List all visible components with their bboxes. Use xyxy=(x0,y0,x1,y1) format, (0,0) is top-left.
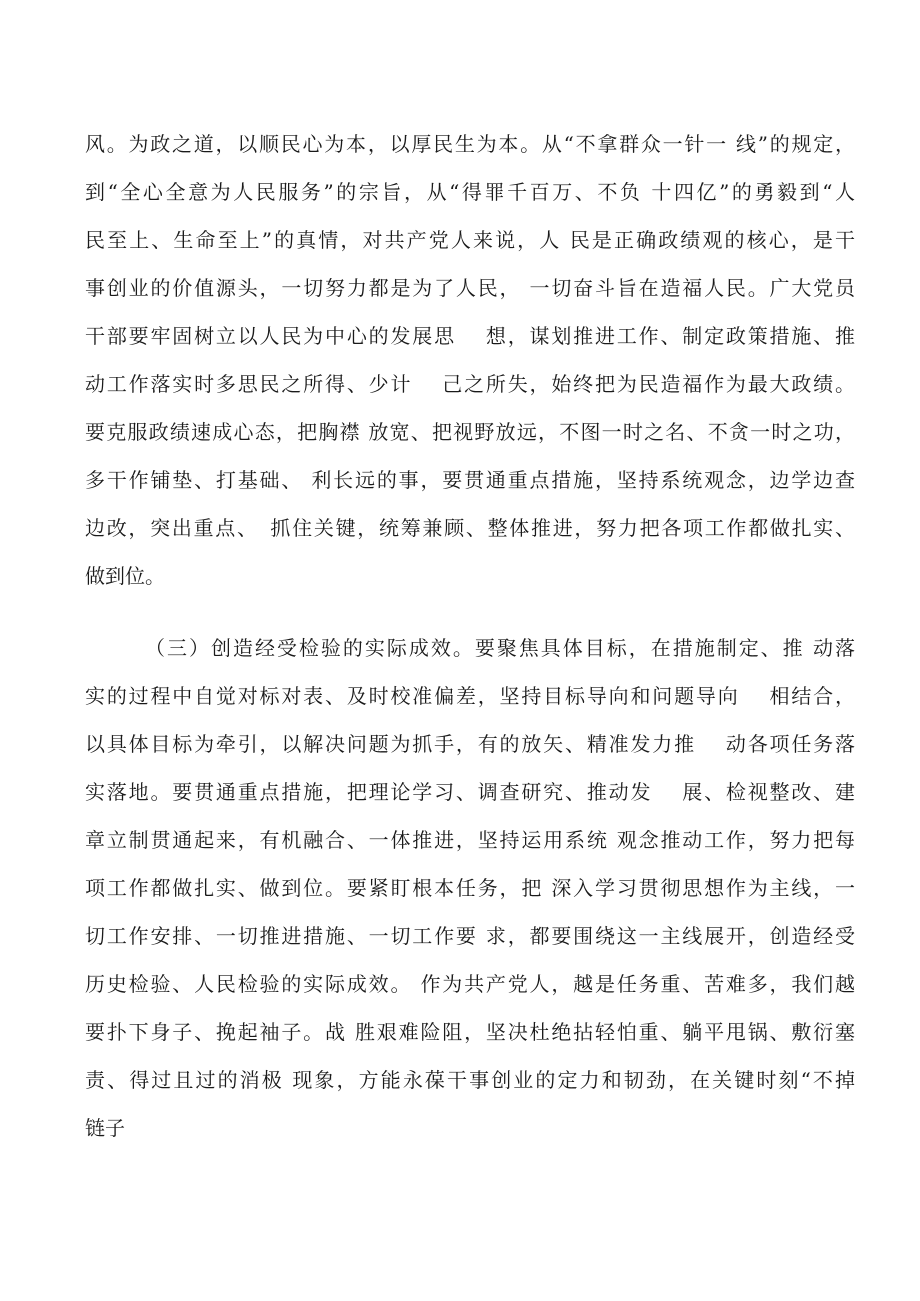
text-line: 项工作都做扎实、做到位。要紧盯根本任务，把 深入学习贯彻思想作为主线，一 xyxy=(85,876,855,900)
text-line: 干部要牢固树立以人民为中心的发展思 想，谋划推进工作、制定政策措施、推 xyxy=(85,324,855,348)
text-line: 链子 xyxy=(85,1116,125,1140)
text-line: 责、得过且过的消极 现象，方能永葆干事创业的定力和韧劲，在关键时刻“不掉 xyxy=(85,1068,855,1092)
text-line: 事创业的价值源头，一切努力都是为了人民， 一切奋斗旨在造福人民。广大党员 xyxy=(85,276,855,300)
paragraph-2 xyxy=(85,624,855,1152)
text-line: 实的过程中自觉对标对表、及时校准偏差，坚持目标导向和问题导向 相结合， xyxy=(85,684,855,708)
section-heading-line: （三）创造经受检验的实际成效。要聚焦具体目标，在措施制定、推 动落 xyxy=(145,636,855,660)
text-line: 以具体目标为牵引，以解决问题为抓手，有的放矢、精准发力推 动各项任务落 xyxy=(85,732,855,756)
text-line: 历史检验、人民检验的实际成效。 作为共产党人，越是任务重、苦难多，我们越 xyxy=(85,972,855,996)
text-line: 边改，突出重点、 抓住关键，统筹兼顾、整体推进，努力把各项工作都做扎实、 xyxy=(85,516,855,540)
text-line: 到“全心全意为人民服务”的宗旨，从“得罪千百万、不负 十四亿”的勇毅到“人 xyxy=(85,180,855,204)
text-line: 动工作落实时多思民之所得、少计 己之所失，始终把为民造福作为最大政绩。 xyxy=(85,372,855,396)
text-line: 多干作铺垫、打基础、 利长远的事，要贯通重点措施，坚持系统观念，边学边查 xyxy=(85,468,855,492)
text-line: 民至上、生命至上”的真情，对共产党人来说，人 民是正确政绩观的核心，是干 xyxy=(85,228,855,252)
text-line: 风。为政之道，以顺民心为本，以厚民生为本。从“不拿群众一针一 线”的规定， xyxy=(85,132,855,156)
text-line: 做到位。 xyxy=(85,564,165,588)
text-line: 章立制贯通起来，有机融合、一体推进，坚持运用系统 观念推动工作，努力把每 xyxy=(85,828,855,852)
text-line: 切工作安排、一切推进措施、一切工作要 求，都要围绕这一主线展开，创造经受 xyxy=(85,924,855,948)
paragraph-1 xyxy=(85,120,855,600)
text-line: 要克服政绩速成心态，把胸襟 放宽、把视野放远，不图一时之名、不贪一时之功， xyxy=(85,420,855,444)
text-line: 要扑下身子、挽起袖子。战 胜艰难险阻，坚决杜绝拈轻怕重、躺平甩锅、敷衍塞 xyxy=(85,1020,855,1044)
text-line: 实落地。要贯通重点措施，把理论学习、调查研究、推动发 展、检视整改、建 xyxy=(85,780,855,804)
